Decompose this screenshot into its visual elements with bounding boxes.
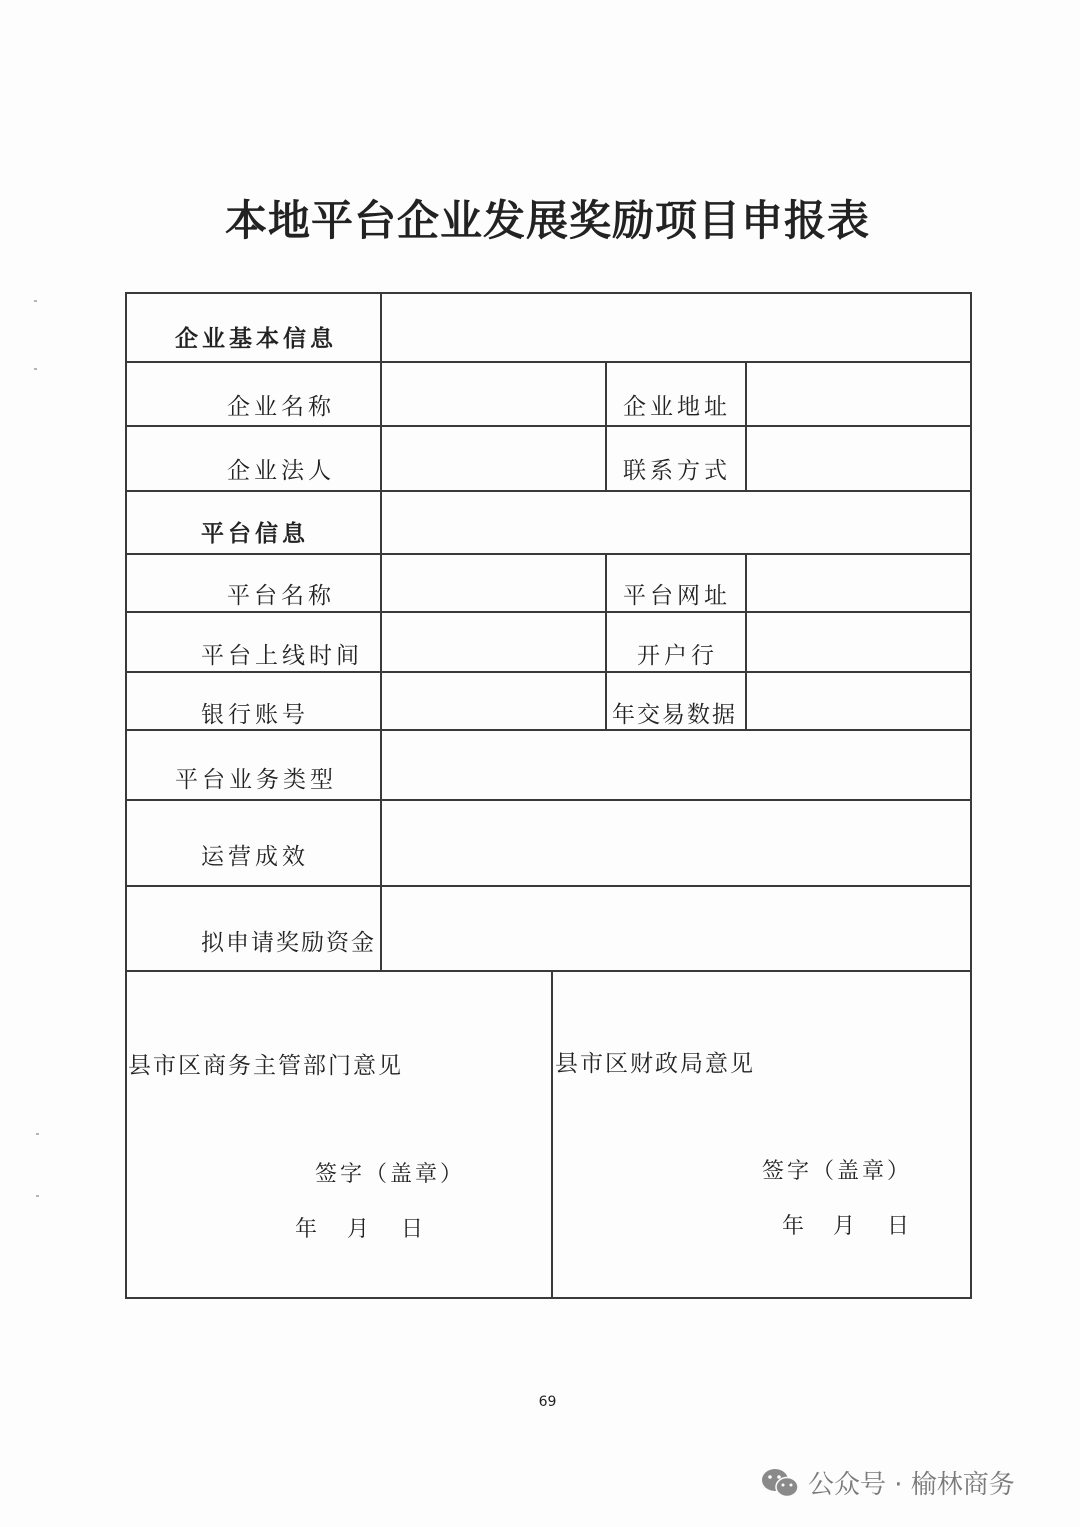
annual-trade-field[interactable]	[748, 673, 969, 728]
column-divider	[605, 553, 607, 729]
wechat-icon	[760, 1467, 800, 1499]
platform-url-label: 平台网址	[623, 583, 731, 609]
section-company-info: 企业基本信息	[175, 325, 337, 352]
contact-label: 联系方式	[623, 458, 731, 484]
finance-opinion-label: 县市区财政局意见	[555, 1051, 755, 1077]
commerce-date-month: 月	[347, 1217, 373, 1242]
scan-speck	[36, 1133, 39, 1135]
row-divider	[125, 970, 971, 972]
company-info-field[interactable]	[383, 294, 969, 360]
bank-label: 开户行	[637, 643, 718, 669]
results-field[interactable]	[383, 801, 969, 884]
finance-date-year: 年	[782, 1214, 808, 1239]
business-type-label: 平台业务类型	[175, 767, 337, 793]
launch-time-field[interactable]	[383, 613, 604, 670]
results-label: 运营成效	[201, 844, 309, 870]
column-divider	[745, 553, 747, 729]
commerce-sign-label: 签字（盖章）	[315, 1162, 466, 1187]
bank-account-field[interactable]	[383, 673, 604, 728]
business-type-field[interactable]	[383, 731, 969, 798]
column-divider	[745, 361, 747, 490]
finance-sign-label: 签字（盖章）	[762, 1159, 913, 1184]
company-name-field[interactable]	[383, 363, 604, 424]
company-address-label: 企业地址	[623, 394, 731, 420]
bank-account-label: 银行账号	[201, 702, 309, 728]
legal-person-field[interactable]	[383, 427, 604, 489]
table-border-left	[125, 292, 127, 1299]
launch-time-label: 平台上线时间	[201, 643, 363, 669]
legal-person-label: 企业法人	[227, 458, 335, 484]
scan-speck	[36, 1195, 39, 1197]
finance-date-month: 月	[833, 1214, 859, 1239]
proposed-funding-label: 拟申请奖励资金	[201, 930, 376, 956]
scan-speck	[34, 300, 37, 302]
column-divider	[551, 970, 553, 1298]
commerce-date-day: 日	[401, 1217, 427, 1242]
platform-url-field[interactable]	[748, 555, 969, 610]
column-divider	[605, 361, 607, 490]
proposed-funding-field[interactable]	[383, 887, 969, 969]
finance-date-day: 日	[887, 1214, 913, 1239]
table-border-bottom	[125, 1297, 971, 1299]
platform-name-field[interactable]	[383, 555, 604, 610]
column-divider	[380, 292, 382, 970]
watermark-text: 公众号 · 榆林商务	[808, 1470, 1015, 1500]
table-border-right	[970, 292, 972, 1299]
page-number: 69	[538, 1394, 557, 1410]
scan-speck	[34, 368, 37, 370]
annual-trade-label: 年交易数据	[612, 702, 737, 728]
commerce-date-year: 年	[295, 1217, 321, 1242]
commerce-opinion-label: 县市区商务主管部门意见	[128, 1053, 403, 1079]
watermark	[760, 1464, 1015, 1501]
contact-field[interactable]	[748, 427, 969, 489]
company-name-label: 企业名称	[227, 394, 335, 420]
application-form-table	[125, 292, 971, 1299]
platform-info-field[interactable]	[383, 492, 969, 552]
company-address-field[interactable]	[748, 363, 969, 424]
platform-name-label: 平台名称	[227, 583, 335, 609]
section-platform-info: 平台信息	[201, 520, 309, 547]
page-title: 本地平台企业发展奖励项目申报表	[224, 196, 870, 245]
bank-field[interactable]	[748, 613, 969, 670]
